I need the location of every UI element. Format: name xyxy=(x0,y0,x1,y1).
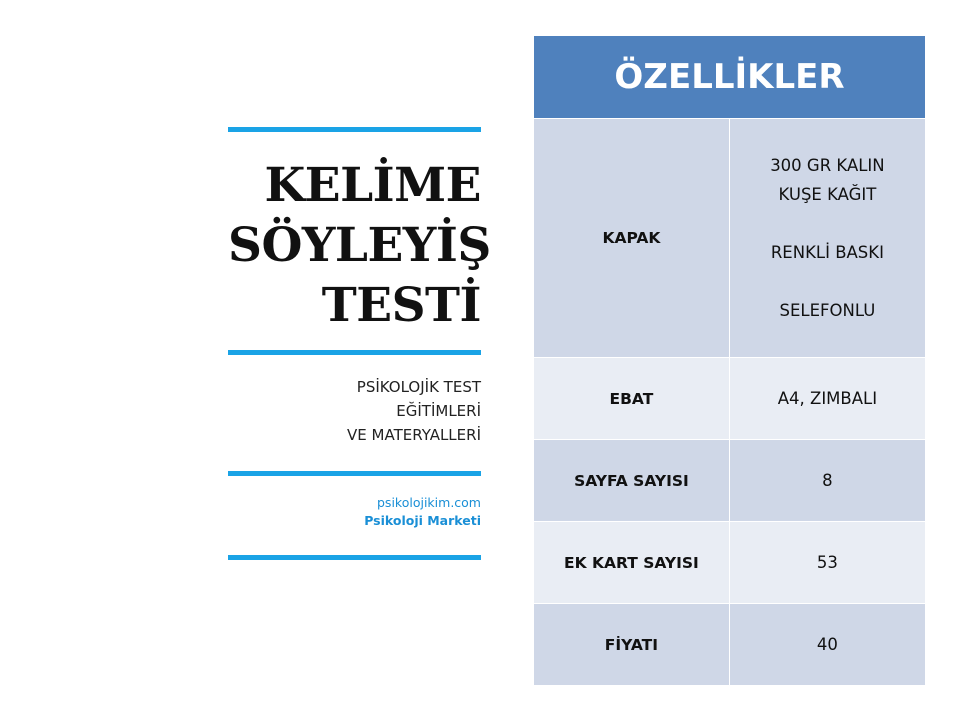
spec-value: 53 xyxy=(729,522,925,604)
site-url: psikolojikim.com xyxy=(377,495,481,510)
title-block xyxy=(228,132,491,350)
spec-value: A4, ZIMBALI xyxy=(729,358,925,440)
subtitle-block xyxy=(228,355,481,471)
product-title-panel xyxy=(228,127,491,560)
table-header: ÖZELLİKLER xyxy=(534,36,926,119)
product-title-line-2: SÖYLEYİŞ xyxy=(228,218,491,273)
spec-value: 8 xyxy=(729,440,925,522)
subtitle-line-1: PSİKOLOJİK TEST xyxy=(356,378,481,396)
table-row xyxy=(534,119,926,358)
spec-value: 40 xyxy=(729,604,925,686)
table-header-row xyxy=(534,36,926,119)
site-block xyxy=(228,476,481,555)
table-row xyxy=(534,522,926,604)
product-title-line-3: TESTİ xyxy=(321,278,481,333)
subtitle-line-2: EĞİTİMLERİ xyxy=(396,402,481,420)
spec-value-line: SELEFONLU xyxy=(779,301,876,320)
spec-value-line: KUŞE KAĞIT xyxy=(778,185,877,204)
spec-value-line: 300 GR KALIN xyxy=(770,156,885,175)
spec-label: FİYATI xyxy=(534,604,730,686)
table-row xyxy=(534,604,926,686)
spec-value-gap xyxy=(730,209,925,238)
spec-label: KAPAK xyxy=(534,119,730,358)
table-row xyxy=(534,358,926,440)
spec-label: SAYFA SAYISI xyxy=(534,440,730,522)
spec-value-gap xyxy=(730,267,925,296)
spec-value-line: RENKLİ BASKI xyxy=(770,243,884,262)
product-title-line-1: KELİME xyxy=(264,158,481,213)
brand-name: Psikoloji Marketi xyxy=(364,513,481,528)
spec-value xyxy=(729,119,925,358)
spec-label: EBAT xyxy=(534,358,730,440)
specifications-table xyxy=(533,35,926,686)
table-row xyxy=(534,440,926,522)
spec-label: EK KART SAYISI xyxy=(534,522,730,604)
subtitle-line-3: VE MATERYALLERİ xyxy=(347,426,481,444)
divider-rule xyxy=(228,555,481,560)
